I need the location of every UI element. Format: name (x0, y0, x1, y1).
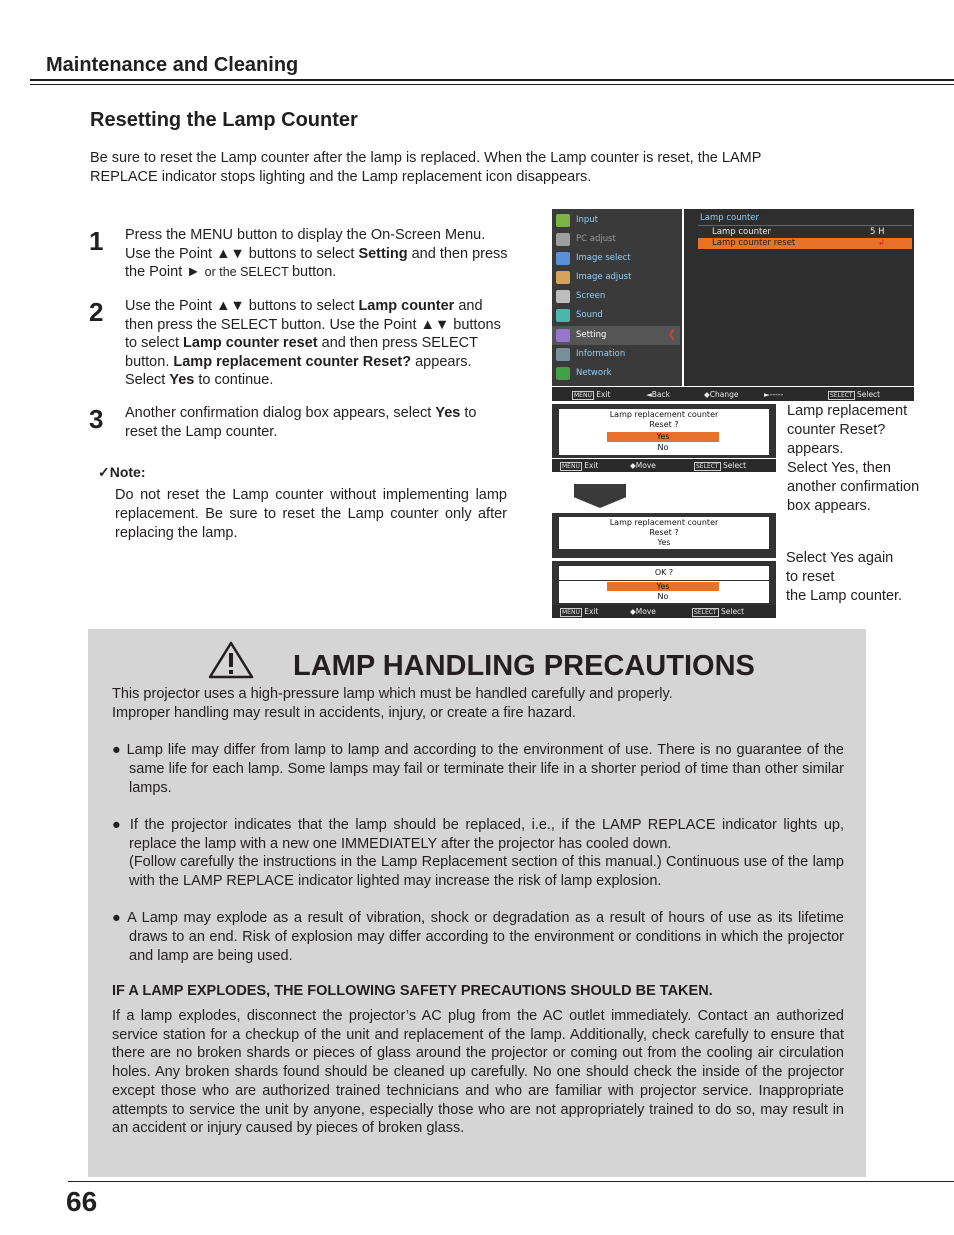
precautions-content (112, 685, 844, 966)
intro-paragraph: Be sure to reset the Lamp counter after the lamp is replaced. When the Lamp counter is reset, the LAMP REPLACE indicator stops lighting and the Lamp replacement icon disappears. (90, 150, 762, 185)
precautions-title: LAMP HANDLING PRECAUTIONS (293, 650, 755, 682)
osd-submenu-panel (684, 209, 914, 386)
step-2-text-e: to continue. (194, 372, 274, 388)
osd-menu-item-network: Network (552, 364, 678, 383)
dialog-2b-panel (552, 561, 776, 605)
step-1-number: 1 (89, 226, 104, 256)
osd-menu-item-input: Input (552, 211, 678, 230)
osd-menu-item-image-adjust: Image adjust (552, 268, 678, 287)
step-2-text-c: and then press SELECT button. (125, 335, 478, 370)
setting-icon (556, 329, 570, 342)
input-icon (556, 214, 570, 227)
dialog-2a-message: Lamp replacement counter Reset ? Yes (559, 517, 769, 549)
precautions-bullet-2-continued: (Follow carefully the instructions in the Lamp Replacement section of this manual.) Continuous use of the lamp with the LAMP REPLACE indicator lighted may increase the risk of lamp explosion. (129, 854, 844, 889)
precautions-bullet-2: ● If the projector indicates that the lamp should be replaced, i.e., if the LAMP REPLACE indicator lights up, replace the lamp with a new one IMMEDIATELY after the projector has cooled down. (112, 816, 844, 852)
header-rule-thin (30, 84, 954, 85)
caption-dialog-2: Select Yes again to reset the Lamp counter. (786, 550, 903, 604)
step-1-text-a: Press the MENU button to display the On-Screen Menu. Use the Point ▲▼ buttons to select (125, 227, 486, 262)
submenu-row-lamp-counter: Lamp counter 5 H (712, 227, 885, 237)
step-3-text-b: to reset the Lamp counter. (125, 405, 477, 440)
caption-dialog-1: Lamp replacement counter Reset? appears. Select Yes, then another confirmation box appears. (787, 403, 920, 514)
note-body: Do not reset the Lamp counter without implementing lamp replacement. Be sure to reset the Lamp counter only after replacing the lamp. (115, 487, 507, 541)
submenu-title: Lamp counter (700, 213, 760, 223)
dialog-1-panel (552, 404, 776, 458)
submenu-row-lamp-counter-reset: Lamp counter reset ↲ (698, 238, 912, 249)
information-icon (556, 348, 570, 361)
osd-menu-bottom-bar: MENU Exit ◄Back ◆Change ►----- SELECT Select (552, 387, 914, 401)
dialog-1-yes-option: Yes (607, 432, 719, 442)
screen-icon (556, 290, 570, 303)
down-arrow-icon (574, 484, 626, 508)
precautions-intro-2: Improper handling may result in accidents, injury, or create a fire hazard. (112, 704, 576, 721)
network-icon (556, 367, 570, 380)
sound-icon (556, 309, 570, 322)
page-number: 66 (66, 1186, 98, 1217)
osd-menu-item-pc-adjust: PC adjust (552, 230, 678, 249)
step-1-text (125, 226, 509, 282)
step-2-text-b: and then press the SELECT button. Use the Point ▲▼ buttons to select (125, 298, 501, 351)
header-rule (30, 79, 954, 81)
osd-menu-item-sound: Sound (552, 306, 678, 325)
step-2-bold-yes: Yes (169, 372, 195, 388)
osd-menu-item-screen: Screen (552, 287, 678, 306)
footer-rule (68, 1181, 954, 1182)
precautions-intro-1: This projector uses a high-pressure lamp which must be handled carefully and properly. (112, 686, 673, 702)
osd-menu-item-information: Information (552, 345, 678, 364)
dialog-2b-options (559, 581, 769, 603)
dialog-1-options (559, 431, 769, 455)
step-2-bold-reset-question: Lamp replacement counter Reset? (173, 353, 412, 370)
menu-key-icon: MENU (574, 391, 592, 399)
submenu-rule (698, 225, 912, 226)
step-3-text (125, 404, 509, 441)
step-2-text-d: appears. Select (125, 353, 472, 388)
step-1-bold-setting: Setting (358, 245, 408, 262)
step-1-text-small: or the SELECT (204, 265, 292, 279)
dialog-2b-yes-option: Yes (607, 582, 719, 591)
step-1-text-c: button. (291, 264, 337, 280)
selection-arrow-icon: ❮ (667, 329, 676, 340)
osd-menu-item-setting: Setting ❮ (552, 326, 680, 345)
dialog-1-message: Lamp replacement counter Reset ? (559, 409, 769, 431)
step-1-text-b: and then press the Point ► (125, 245, 508, 280)
dialog-2-bottom-bar: MENU Exit ◆Move SELECT Select (552, 605, 776, 618)
dialog-1-bottom-bar: MENU Exit ◆Move SELECT Select (552, 459, 776, 472)
precautions-body: If a lamp explodes, disconnect the projector’s AC plug from the AC outlet immediately. Contact an authorized service station for a checkup of the unit and replacement of the lamp. Additionally, check carefully to ensure that there are no broken shards or pieces of glass around the projector or coming out from the cooling air circulation holes. Any broken shards found should be cleaned up carefully. No one should check the inside of the projector except those who are authorized trained technicians and who are familiar with projector service. Inappropriate attempts to service the unit by anyone, especially those who are not appropriately trained to do so, may result in an accident or injury caused by pieces of broken glass. (112, 1008, 844, 1137)
step-3-text-a: Another confirmation dialog box appears, select (125, 405, 436, 421)
warning-triangle-icon (208, 641, 254, 679)
subsection-title: Resetting the Lamp Counter (90, 109, 358, 131)
dialog-2b-no-option: No (657, 592, 669, 601)
dialog-2b-ok-message: OK ? (559, 566, 769, 580)
select-key-icon: SELECT (830, 391, 853, 399)
section-title: Maintenance and Cleaning (46, 54, 299, 76)
step-2-text (125, 297, 509, 390)
dialog-1-no-option: No (657, 443, 669, 452)
step-2-number: 2 (89, 297, 104, 327)
image-select-icon (556, 252, 570, 265)
note-label: ✓Note: (98, 464, 146, 480)
precautions-bullet-3: ● A Lamp may explode as a result of vibration, shock or degradation as a result of hours of use as its lifetime draws to an end. Risk of explosion may differ according to the environment or conditions in which the projector and lamp are being used. (112, 910, 844, 964)
step-2-text-a: Use the Point ▲▼ buttons to select (125, 298, 359, 314)
step-3-number: 3 (89, 404, 104, 434)
precautions-bullet-1: ● Lamp life may differ from lamp to lamp and according to the environment of use. There is no guarantee of the same life for each lamp. Some lamps may fail or terminate their life in a shorter period of time than other similar lamps. (112, 742, 844, 796)
osd-menu-item-image-select: Image select (552, 249, 678, 268)
precautions-subheading: IF A LAMP EXPLODES, THE FOLLOWING SAFETY PRECAUTIONS SHOULD BE TAKEN. (112, 983, 713, 999)
step-3-bold-yes: Yes (435, 405, 461, 421)
image-adjust-icon (556, 271, 570, 284)
step-2-bold-lamp-counter-reset: Lamp counter reset (183, 335, 318, 351)
dialog-2a-panel (552, 513, 776, 558)
step-2-bold-lamp-counter: Lamp counter (358, 298, 455, 314)
osd-menu-panel (552, 209, 682, 386)
pc-adjust-icon (556, 233, 570, 246)
